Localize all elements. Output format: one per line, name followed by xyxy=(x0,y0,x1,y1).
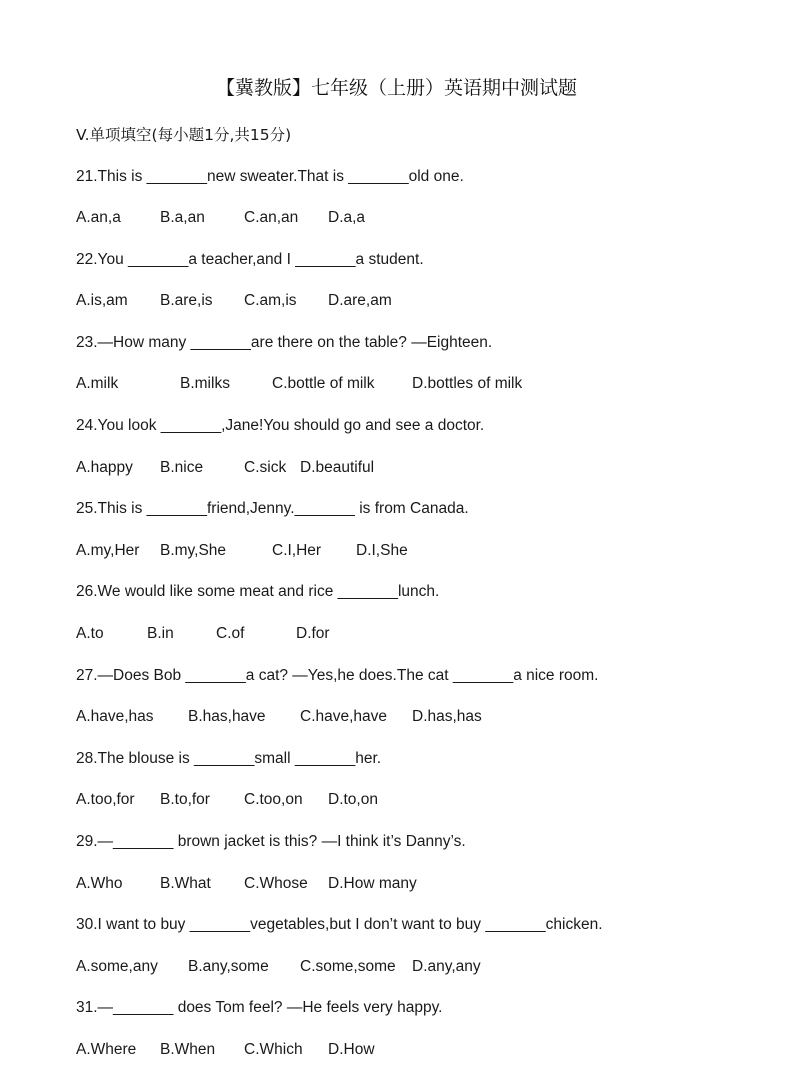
option-a: A.happy xyxy=(76,459,133,476)
option-a: A.an,a xyxy=(76,209,121,226)
option-b: B.nice xyxy=(160,459,204,476)
option-b: B.any,some xyxy=(188,958,269,975)
option-b: B.are,is xyxy=(160,292,213,309)
option-a: A.milk xyxy=(76,375,119,392)
question-stem-30: 30.I want to buy _______vegetables,but I don’t want to buy _______chicken. xyxy=(76,916,603,933)
option-c: C.sick xyxy=(244,459,287,476)
option-c: C.of xyxy=(216,625,245,642)
option-d: D.How many xyxy=(328,875,417,892)
option-c: C.Which xyxy=(244,1041,303,1058)
option-c: C.I,Her xyxy=(272,542,322,559)
option-b: B.to,for xyxy=(160,791,210,808)
option-d: D.are,am xyxy=(328,292,392,309)
option-b: B.milks xyxy=(180,375,230,392)
question-stem-26: 26.We would like some meat and rice _______lunch. xyxy=(76,583,440,600)
option-a: A.Who xyxy=(76,875,123,892)
question-stem-24: 24.You look _______,Jane!You should go and see a doctor. xyxy=(76,417,485,434)
option-b: B.a,an xyxy=(160,209,205,226)
option-a: A.to xyxy=(76,625,104,642)
question-stem-23: 23.—How many _______are there on the table? —Eighteen. xyxy=(76,334,493,351)
section-heading: V.单项填空(每小题1分,共15分) xyxy=(76,126,292,144)
option-d: D.has,has xyxy=(412,708,482,725)
option-a: A.too,for xyxy=(76,791,135,808)
option-d: D.a,a xyxy=(328,209,366,226)
question-stem-22: 22.You _______a teacher,and I _______a student. xyxy=(76,251,424,268)
option-a: A.is,am xyxy=(76,292,128,309)
option-b: B.When xyxy=(160,1041,216,1058)
option-c: C.an,an xyxy=(244,209,299,226)
option-d: D.to,on xyxy=(328,791,378,808)
question-stem-25: 25.This is _______friend,Jenny._______ is from Canada. xyxy=(76,500,469,517)
question-stem-21: 21.This is _______new sweater.That is _______old one. xyxy=(76,168,464,185)
option-b: B.has,have xyxy=(188,708,266,725)
option-b: B.What xyxy=(160,875,211,892)
option-a: A.some,any xyxy=(76,958,158,975)
question-stem-28: 28.The blouse is _______small _______her. xyxy=(76,750,382,767)
option-c: C.have,have xyxy=(300,708,388,725)
option-a: A.Where xyxy=(76,1041,137,1058)
question-stem-31: 31.—_______ does Tom feel? —He feels very happy. xyxy=(76,999,443,1016)
option-d: D.How xyxy=(328,1041,375,1058)
option-d: D.any,any xyxy=(412,958,481,975)
option-c: C.too,on xyxy=(244,791,303,808)
option-c: C.am,is xyxy=(244,292,297,309)
option-a: A.my,Her xyxy=(76,542,140,559)
question-stem-27: 27.—Does Bob _______a cat? —Yes,he does.The cat _______a nice room. xyxy=(76,667,599,684)
option-a: A.have,has xyxy=(76,708,154,725)
option-d: D.for xyxy=(296,625,330,642)
option-c: C.bottle of milk xyxy=(272,375,375,392)
option-d: D.beautiful xyxy=(300,459,375,476)
option-d: D.I,She xyxy=(356,542,408,559)
option-d: D.bottles of milk xyxy=(412,375,523,392)
option-c: C.some,some xyxy=(300,958,396,975)
option-b: B.my,She xyxy=(160,542,227,559)
option-b: B.in xyxy=(147,625,174,642)
option-c: C.Whose xyxy=(244,875,308,892)
question-stem-29: 29.—_______ brown jacket is this? —I think it’s Danny’s. xyxy=(76,833,466,850)
page-title: 【冀教版】七年级（上册）英语期中测试题 xyxy=(215,77,577,99)
